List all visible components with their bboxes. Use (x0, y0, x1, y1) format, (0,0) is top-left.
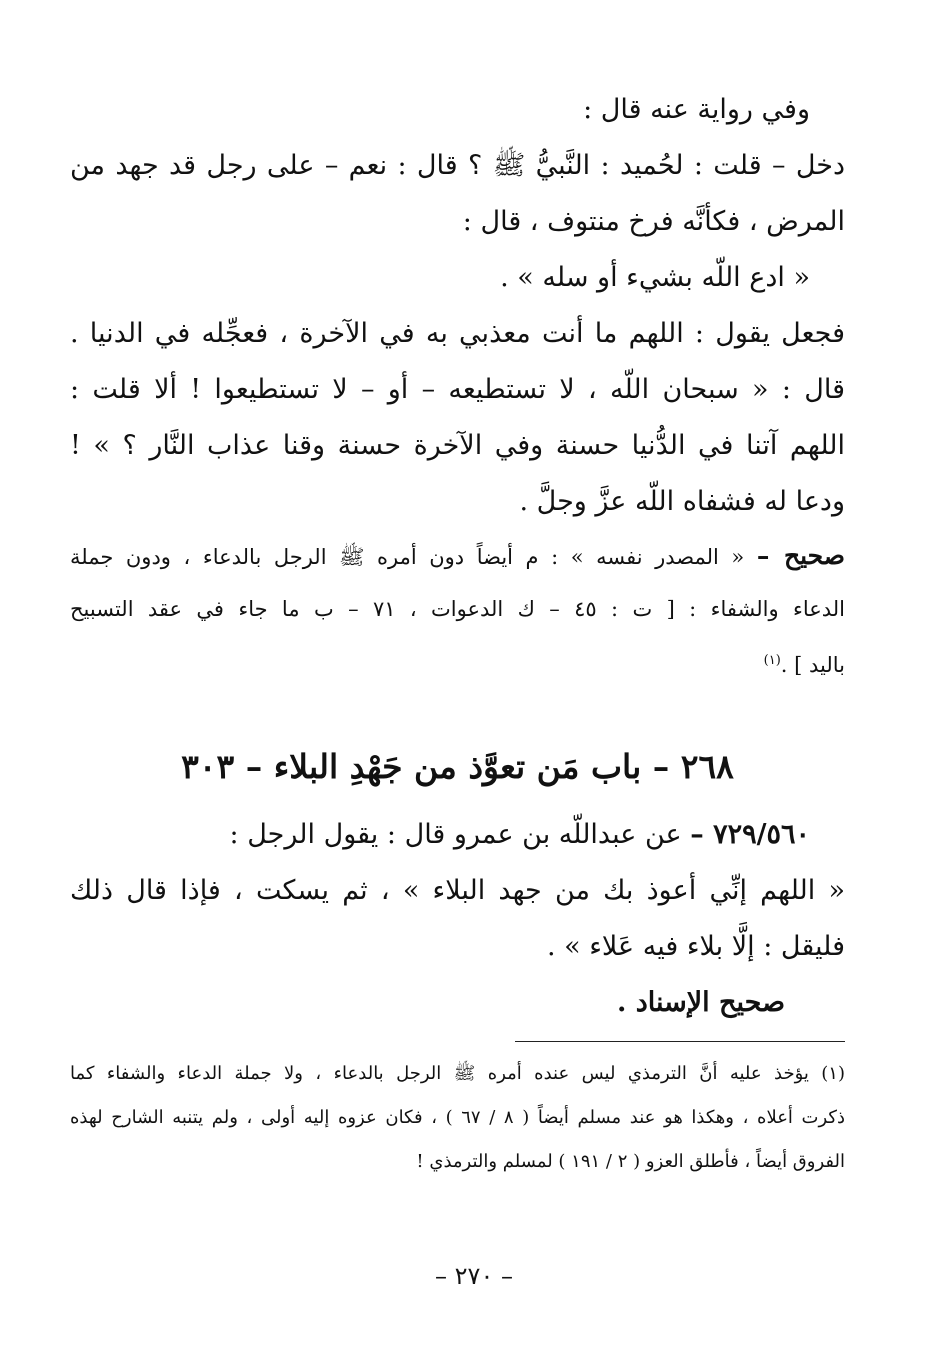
source-line-3 (70, 635, 845, 691)
body-line-1: دخل – قلت : لحُميد : النَّبيُّ ﷺ ؟ قال : نعم – على رجل قد جهد من (70, 150, 845, 181)
footnote-line-1: (١) يؤخذ عليه أنَّ الترمذي ليس عنده أمره ﷺ الرجل بالدعاء ، ولا جملة الدعاء والشفاء كما (70, 1063, 845, 1084)
body-line-5: قال : « سبحان اللّه ، لا تستطيعه – أو – لا تستطيعوا ! ألا قلت : (70, 374, 845, 405)
chapter-title: ٢٦٨ – باب مَن تعوَّذ من جَهْدِ البلاء – ٣٠٣ (181, 747, 734, 786)
source-text-3: باليد ] . (780, 653, 845, 677)
footnote-line-2: ذكرت أعلاه ، وهكذا هو عند مسلم أيضاً ( ٨ / ٦٧ ) ، فكان عزوه إليه أولى ، ولم يتنبه الشارح لهذه (70, 1107, 845, 1128)
intro-line: وفي رواية عنه قال : (583, 94, 810, 125)
source-text-1: « المصدر نفسه » : م أيضاً دون أمره ﷺ الرجل بالدعاء ، ودون جملة (70, 545, 745, 569)
hadith-grade: صحيح الإسناد . (616, 987, 785, 1018)
source-label: صحيح – (756, 541, 845, 570)
page-number: – ٢٧٠ – (435, 1262, 513, 1290)
footnote-divider (515, 1041, 845, 1042)
body-line-2: المرض ، فكأنَّه فرخ منتوف ، قال : (462, 206, 845, 237)
hadith-line-3: فليقل : إلَّا بلاء فيه عَلاء » . (546, 931, 845, 962)
body-line-6: اللهم آتنا في الدُّنيا حسنة وفي الآخرة حسنة وقنا عذاب النَّار ؟ » ! (70, 430, 845, 461)
footnote-ref: (١) (763, 653, 781, 668)
source-line-2: الدعاء والشفاء : [ ت : ٤٥ – ك الدعوات ، ٧١ – ب ما جاء في عقد التسبيح (70, 597, 845, 621)
body-line-4: فجعل يقول : اللهم ما أنت معذبي به في الآخرة ، فعجِّله في الدنيا . (70, 318, 845, 349)
hadith-head (70, 807, 845, 863)
hadith-number: ٧٢٩/٥٦٠ – (690, 819, 810, 850)
body-line-3: « ادع اللّه بشيء أو سله » . (500, 262, 810, 293)
hadith-head-text: عن عبداللّه بن عمرو قال : يقول الرجل : (229, 819, 682, 850)
footnote-line-3: الفروق أيضاً ، فأطلق العزو ( ٢ / ١٩١ ) لمسلم والترمذي ! (416, 1151, 845, 1172)
body-line-7: ودعا له فشفاه اللّه عزَّ وجلَّ . (519, 486, 845, 517)
source-line-1 (70, 530, 845, 583)
hadith-line-2: « اللهم إنِّي أعوذ بك من جهد البلاء » ، ثم يسكت ، فإذا قال ذلك (70, 875, 845, 906)
page-body (70, 82, 845, 1184)
